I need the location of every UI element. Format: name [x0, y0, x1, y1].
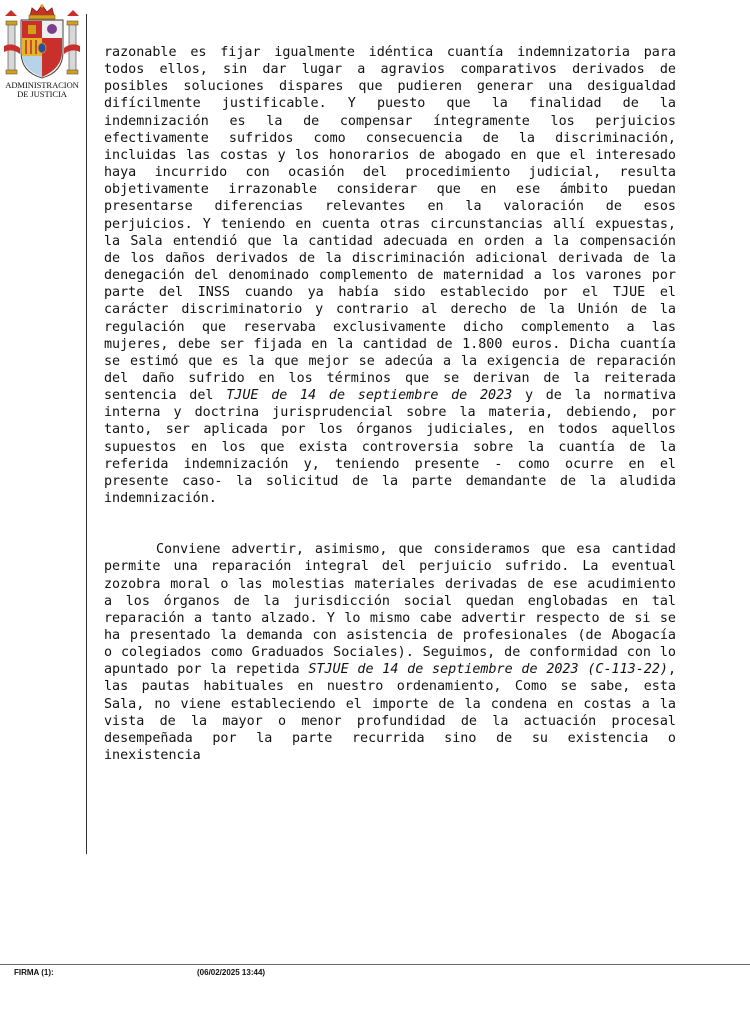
citation-stjue-c-113-22: STJUE de 14 de septiembre de 2023 (C-113-22) — [308, 662, 668, 678]
margin-rule — [86, 14, 87, 854]
emblem-caption — [0, 81, 84, 99]
signature-date: (06/02/2025 13:44) — [197, 968, 266, 977]
paragraph-2-text-b: , las pautas habituales en nuestro ordenamiento, Como se sabe, esta Sala, no viene estableciendo el importe de la condena en costas a la vista de la mayor o menor profundidad de la actuación procesal desempeñada por la parte recurrida sino de su existencia o inexistencia — [104, 662, 676, 764]
footer-rule — [0, 964, 750, 965]
emblem-caption-line1: ADMINISTRACION — [5, 80, 79, 90]
coat-of-arms-icon — [2, 2, 82, 82]
paragraph-1-text-a: razonable es fijar igualmente idéntica cuantía indemnizatoria para todos ellos, sin dar lugar a agravios comparativos derivados de posibles soluciones dispares que pudieren generar una desigualdad difícilmente justificable. Y puesto que la finalidad de la indemnización es la de compensar íntegramente los perjuicios efectivamente sufridos como consecuencia de la discriminación, incluidas las costas y los honorarios de abogado en que el interesado haya incurrido con ocasión del procedimiento judicial, resulta objetivamente irrazonable considerar que en ese ámbito puedan presentarse diferencias relevantes en la valoración de esos perjuicios. Y teniendo en cuenta otras circunstancias allí expuestas, la Sala entendió que la cantidad adecuada en orden a la compensación de los daños derivados de la discriminación adicional derivada de la denegación del denominado complemento de maternidad a los varones por parte del INSS cuando ya había sido establecido por el TJUE el carácter discriminatorio y contrario al derecho de la Unión de la regulación que reservaba exclusivamente dicho complemento a las mujeres, debe ser fijada en la cantidad de 1.800 euros. Dicha cuantía se estimó que es la que mejor se adecúa a la exigencia de reparación del daño sufrido en los términos que se derivan de la reiterada sentencia del — [104, 45, 676, 404]
emblem-caption-line2: DE JUSTICIA — [17, 89, 67, 99]
citation-tjue-2023: TJUE de 14 de septiembre de 2023 — [226, 388, 513, 404]
paragraph-1-text-b: y de la normativa interna y doctrina jurisprudencial sobre la materia, debiendo, por tanto, ser aplicada por los órganos judiciales, en todos aquellos supuestos en los que exista controversia sobre la cuantía de la referida indemnización y, teniendo presente - como ocurre en el presente caso- la solicitud de la parte demandante de la aludida indemnización. — [104, 388, 677, 507]
signature-label: FIRMA (1): — [14, 968, 54, 977]
court-emblem — [0, 0, 84, 104]
paragraph-2 — [104, 541, 676, 764]
document-body — [104, 44, 676, 764]
paragraph-1 — [104, 44, 676, 507]
paragraph-2-text-a: Conviene advertir, asimismo, que consideramos que esa cantidad permite una reparación integral del perjuicio sufrido. La eventual zozobra moral o las molestias materiales derivadas de ese acudimiento a los órganos de la jurisdicción social quedan englobadas en tal reparación a tanto alzado. Y lo mismo cabe advertir respecto de si se ha presentado la demanda con asistencia de profesionales (de Abogacía o colegiados como Graduados Sociales). Seguimos, de conformidad con lo apuntado por la repetida — [104, 542, 676, 678]
